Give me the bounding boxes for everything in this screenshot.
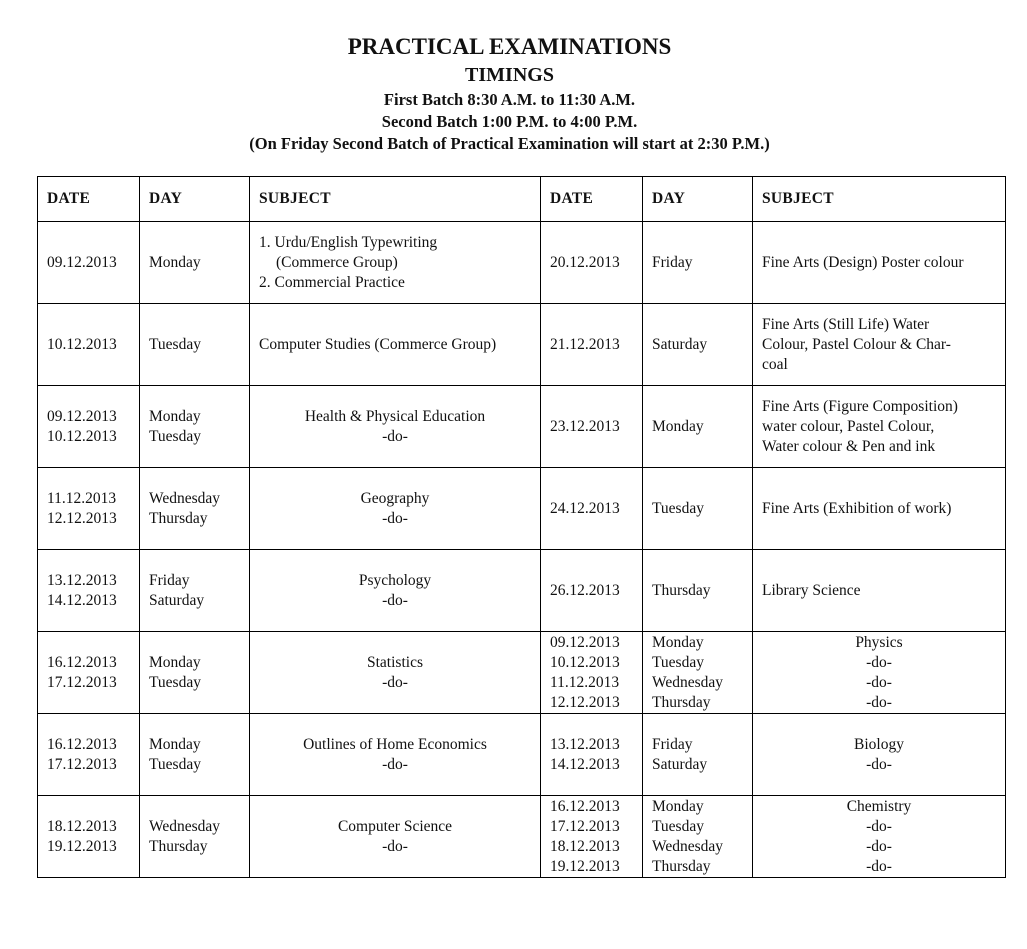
date-cell-2 (541, 386, 643, 468)
subject-cell (250, 468, 541, 550)
date-cell (38, 222, 140, 304)
date-value: 19.12.2013 (550, 857, 620, 875)
table-row (38, 222, 1006, 304)
date-value: 12.12.2013 (47, 509, 117, 527)
day-value: Wednesday (149, 489, 221, 507)
subject-cell (250, 386, 541, 468)
date-value: 16.12.2013 (47, 653, 117, 671)
subject-cell (250, 632, 541, 714)
date-value: 23.12.2013 (550, 417, 620, 435)
date-value: 12.12.2013 (550, 693, 620, 711)
subject-cell-2 (753, 550, 1006, 632)
exam-schedule-table (37, 176, 1006, 878)
subject-cell-2 (753, 796, 1006, 878)
date-value: 11.12.2013 (550, 673, 620, 691)
date-cell (38, 714, 140, 796)
date-value: 13.12.2013 (550, 735, 620, 753)
subject-line: Fine Arts (Figure Composition) (762, 397, 958, 415)
subject-line: -do- (866, 857, 892, 875)
subject-cell-2 (753, 386, 1006, 468)
date-value: 17.12.2013 (47, 673, 117, 691)
second-batch-timing: Second Batch 1:00 P.M. to 4:00 P.M. (381, 112, 638, 131)
day-value: Thursday (149, 509, 208, 527)
date-cell (38, 796, 140, 878)
day-value: Wednesday (652, 837, 724, 855)
subject-line: Fine Arts (Design) Poster colour (762, 253, 964, 271)
day-cell (140, 222, 250, 304)
subject-line: 1. Urdu/English Typewriting (259, 233, 438, 251)
date-value: 16.12.2013 (47, 735, 117, 753)
subject-line: Health & Physical Education (304, 407, 486, 425)
subject-line: -do- (866, 755, 892, 773)
table-row (38, 386, 1006, 468)
date-value: 09.12.2013 (47, 407, 117, 425)
date-cell-2 (541, 550, 643, 632)
subject-line: -do- (382, 591, 408, 609)
subject-line: Biology (854, 735, 904, 753)
day-value: Tuesday (652, 817, 704, 835)
subject-line: coal (762, 355, 788, 373)
day-cell-2 (643, 550, 753, 632)
day-cell (140, 714, 250, 796)
day-value: Tuesday (149, 335, 201, 353)
subject-line: -do- (382, 837, 408, 855)
day-value: Thursday (652, 693, 711, 711)
day-cell-2 (643, 796, 753, 878)
date-value: 21.12.2013 (550, 335, 620, 353)
date-value: 19.12.2013 (47, 837, 117, 855)
column-header-subject: SUBJECT (250, 177, 541, 222)
day-cell (140, 386, 250, 468)
subject-line: Physics (855, 633, 903, 651)
date-value: 10.12.2013 (47, 427, 117, 445)
date-cell-2 (541, 796, 643, 878)
date-value: 10.12.2013 (47, 335, 117, 353)
day-value: Thursday (149, 837, 208, 855)
table-row (38, 796, 1006, 878)
subject-cell-2 (753, 468, 1006, 550)
subject-line: Library Science (762, 581, 861, 599)
subject-line: Statistics (367, 653, 423, 671)
subject-cell (250, 222, 541, 304)
day-value: Monday (652, 417, 704, 435)
day-value: Saturday (652, 755, 708, 773)
subject-line: Chemistry (846, 797, 912, 815)
day-value: Tuesday (652, 499, 704, 517)
subject-line: (Commerce Group) (276, 253, 398, 271)
subject-cell (250, 304, 541, 386)
subject-line: Fine Arts (Still Life) Water (762, 315, 930, 333)
subject-line: Computer Studies (Commerce Group) (259, 335, 497, 353)
date-value: 17.12.2013 (47, 755, 117, 773)
subject-line: Fine Arts (Exhibition of work) (762, 499, 952, 517)
date-value: 16.12.2013 (550, 797, 620, 815)
day-value: Friday (652, 735, 693, 753)
table-row (38, 304, 1006, 386)
subject-cell-2 (753, 632, 1006, 714)
day-cell (140, 304, 250, 386)
subject-line: Outlines of Home Economics (303, 735, 487, 753)
table-header-row (38, 177, 1006, 222)
date-cell-2 (541, 304, 643, 386)
day-value: Wednesday (149, 817, 221, 835)
date-value: 09.12.2013 (550, 633, 620, 651)
subject-line: Computer Science (337, 817, 453, 835)
subject-line: -do- (866, 837, 892, 855)
date-value: 17.12.2013 (550, 817, 620, 835)
table-row (38, 714, 1006, 796)
table-row (38, 468, 1006, 550)
day-cell (140, 796, 250, 878)
date-value: 14.12.2013 (550, 755, 620, 773)
day-cell (140, 632, 250, 714)
day-cell-2 (643, 714, 753, 796)
subject-line: -do- (866, 817, 892, 835)
subject-line: -do- (866, 693, 892, 711)
subject-line: Colour, Pastel Colour & Char- (762, 335, 951, 353)
subject-cell (250, 550, 541, 632)
subject-line: -do- (382, 673, 408, 691)
date-cell (38, 304, 140, 386)
day-value: Monday (652, 797, 704, 815)
page-title: PRACTICAL EXAMINATIONS (347, 34, 672, 59)
subject-line: -do- (382, 509, 408, 527)
column-header-subject-2: SUBJECT (753, 177, 1006, 222)
subject-cell-2 (753, 714, 1006, 796)
day-value: Tuesday (149, 427, 201, 445)
day-cell (140, 550, 250, 632)
day-value: Monday (149, 653, 201, 671)
day-value: Monday (149, 407, 201, 425)
day-value: Saturday (652, 335, 708, 353)
date-value: 14.12.2013 (47, 591, 117, 609)
day-cell-2 (643, 304, 753, 386)
date-cell (38, 468, 140, 550)
day-value: Thursday (652, 857, 711, 875)
table-row (38, 550, 1006, 632)
date-value: 18.12.2013 (47, 817, 117, 835)
date-cell (38, 632, 140, 714)
day-value: Monday (149, 253, 201, 271)
date-value: 13.12.2013 (47, 571, 117, 589)
subject-line: Geography (360, 489, 430, 507)
subject-line: water colour, Pastel Colour, (762, 417, 935, 435)
date-cell-2 (541, 222, 643, 304)
subject-line: -do- (382, 755, 408, 773)
date-value: 18.12.2013 (550, 837, 620, 855)
date-cell-2 (541, 632, 643, 714)
day-cell-2 (643, 222, 753, 304)
date-cell-2 (541, 468, 643, 550)
day-value: Monday (652, 633, 704, 651)
date-cell (38, 386, 140, 468)
day-value: Friday (652, 253, 693, 271)
subject-cell-2 (753, 304, 1006, 386)
day-value: Tuesday (149, 673, 201, 691)
day-cell-2 (643, 468, 753, 550)
date-value: 20.12.2013 (550, 253, 620, 271)
column-header-day-2: DAY (643, 177, 753, 222)
subject-cell (250, 796, 541, 878)
subject-cell (250, 714, 541, 796)
first-batch-timing: First Batch 8:30 A.M. to 11:30 A.M. (383, 90, 636, 109)
day-value: Monday (149, 735, 201, 753)
subject-cell-2 (753, 222, 1006, 304)
subject-line: Psychology (358, 571, 432, 589)
date-cell (38, 550, 140, 632)
column-header-date: DATE (38, 177, 140, 222)
subject-line: -do- (866, 653, 892, 671)
subject-line: -do- (866, 673, 892, 691)
day-cell (140, 468, 250, 550)
date-value: 26.12.2013 (550, 581, 620, 599)
subject-line: -do- (382, 427, 408, 445)
column-header-day: DAY (140, 177, 250, 222)
day-value: Tuesday (652, 653, 704, 671)
day-cell-2 (643, 632, 753, 714)
day-cell-2 (643, 386, 753, 468)
date-value: 10.12.2013 (550, 653, 620, 671)
friday-note: (On Friday Second Batch of Practical Examination will start at 2:30 P.M.) (249, 134, 770, 153)
subject-line: 2. Commercial Practice (259, 273, 405, 291)
day-value: Thursday (652, 581, 711, 599)
date-cell-2 (541, 714, 643, 796)
day-value: Saturday (149, 591, 205, 609)
day-value: Wednesday (652, 673, 724, 691)
date-value: 24.12.2013 (550, 499, 620, 517)
page-subtitle: TIMINGS (465, 64, 554, 86)
table-row (38, 632, 1006, 714)
subject-line: Water colour & Pen and ink (762, 437, 936, 455)
day-value: Tuesday (149, 755, 201, 773)
date-value: 11.12.2013 (47, 489, 117, 507)
column-header-date-2: DATE (541, 177, 643, 222)
date-value: 09.12.2013 (47, 253, 117, 271)
day-value: Friday (149, 571, 190, 589)
